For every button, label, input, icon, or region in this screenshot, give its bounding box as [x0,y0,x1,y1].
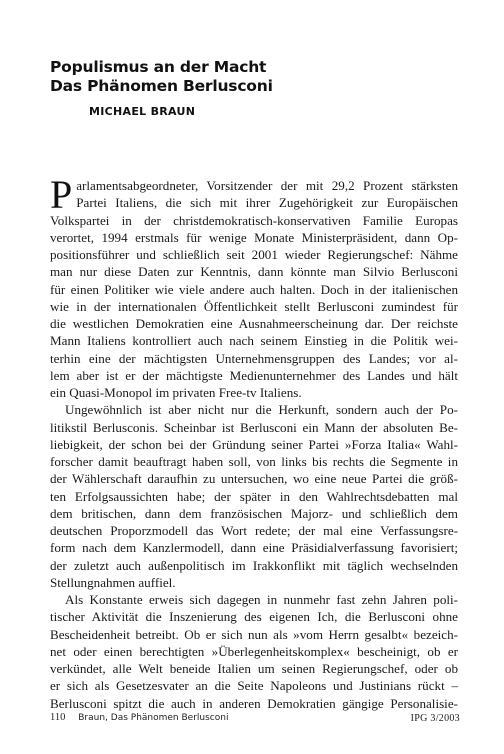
text-line: lem aber ist er der mächtigste Medienunternehmer des Landes und hält [50,367,458,383]
text-line: dem britischen, dann dem französischen Majorz- und schließlich dem [50,505,458,521]
running-head: Braun, Das Phänomen Berlusconi [78,713,229,723]
text-line: der Wählerschaft daraufhin zu untersuchen, wo eine neue Partei die größ- [50,471,458,487]
text-line: ein Quasi-Monopol im privaten Free-tv Italiens. [50,385,302,400]
text-line: er sich als Gesetzesvater an die Seite Napoleons und Justinians rückt – [50,678,458,694]
text-line: Bescheidenheit betreibt. Ob er sich nun als »vom Herrn gesalbt« bezeich- [50,626,458,642]
text-line: form nach dem Kanzlermodell, dann eine Präsidialverfassung favorisiert; [50,540,458,556]
text-line: wie in der internationalen Öffentlichkeit stellt Berlusconi zumindest für [50,298,458,314]
paragraph-2 [50,401,458,591]
page-footer [50,712,460,723]
article-title-line1: Populismus an der Macht [50,58,267,76]
text-line: liebigkeit, der schon bei der Gründung seiner Partei »Forza Italia« Wahl- [50,436,458,452]
text-line: Volkspartei in der christdemokratisch-konservativen Familie Europas [50,212,458,228]
text-line: die westlichen Demokratien eine Ausnahmeerscheinung dar. Der reichste [50,316,458,331]
text-line: verortet, 1994 erstmals für wenige Monate Ministerpräsident, dann Op- [50,229,458,245]
article-title-line2: Das Phänomen Berlusconi [50,77,273,95]
article-author: MICHAEL BRAUN [89,105,196,118]
article-body [50,172,458,712]
page-number: 110 [50,712,66,723]
text-line: forscher damit beauftragt haben soll, von links bis rechts die Segmente in [50,454,458,469]
text-line: für einen Politiker wie viele andere auch halten. Doch in der italienischen [50,281,458,297]
text-line: Stellungnahmen auffiel. [50,574,176,590]
journal-issue: IPG 3/2003 [410,713,460,724]
text-line: der zuletzt auch außenpolitisch im Irakkonflikt mit täglich wechselnden [50,557,458,573]
text-line: Ungewöhnlich ist aber nicht nur die Herkunft, sondern auch der Po- [65,402,458,418]
text-line: ten Erfolgsaussichten habe; der später in den Wahlrechtsdebatten mal [50,488,458,504]
text-line: Als Konstante erweis sich dagegen in nunmehr fast zehn Jahren poli- [65,592,458,607]
text-line: positionsführer und schließlich seit 2001 wieder Regierungschef: Nähme [50,247,458,262]
text-line: net oder einen berechtigten »Überlegenheitskomplex« bescheinigt, ob er [50,643,458,659]
paragraph-1 [50,172,458,401]
drop-cap: P [50,172,73,217]
text-line: litikstil Berlusconis. Scheinbar ist Berlusconi ein Mann der absoluten Be- [50,419,458,435]
text-line: verkündet, alle Welt beneide Italien um seinen Regierungschef, oder ob [50,661,458,676]
text-line: Mann Italiens kontrolliert auch nach seinem Einstieg in die Politik wei- [50,333,458,349]
text-line: deutschen Proporzmodell das Wort redete; der mal eine Verfassungsre- [50,523,458,538]
text-line: Partei Italiens, die sich mit ihrer Zugehörigkeit zur Europäischen [76,195,458,211]
text-line: terhin eine der mächtigsten Unternehmensgruppen des Landes; vor al- [50,350,458,366]
text-line: tischer Aktivität die Inszenierung des eigenen Ich, die Berlusconi ohne [50,609,458,625]
article-title [50,58,470,96]
paragraph-3 [50,591,458,712]
text-line: Berlusconi spitzt die auch in anderen Demokratien gängige Personalisie- [50,695,458,711]
text-line: arlamentsabgeordneter, Vorsitzender der mit 29,2 Prozent stärksten [76,178,458,193]
text-line: man nur diese Daten zur Kenntnis, dann könnte man Silvio Berlusconi [50,264,458,280]
